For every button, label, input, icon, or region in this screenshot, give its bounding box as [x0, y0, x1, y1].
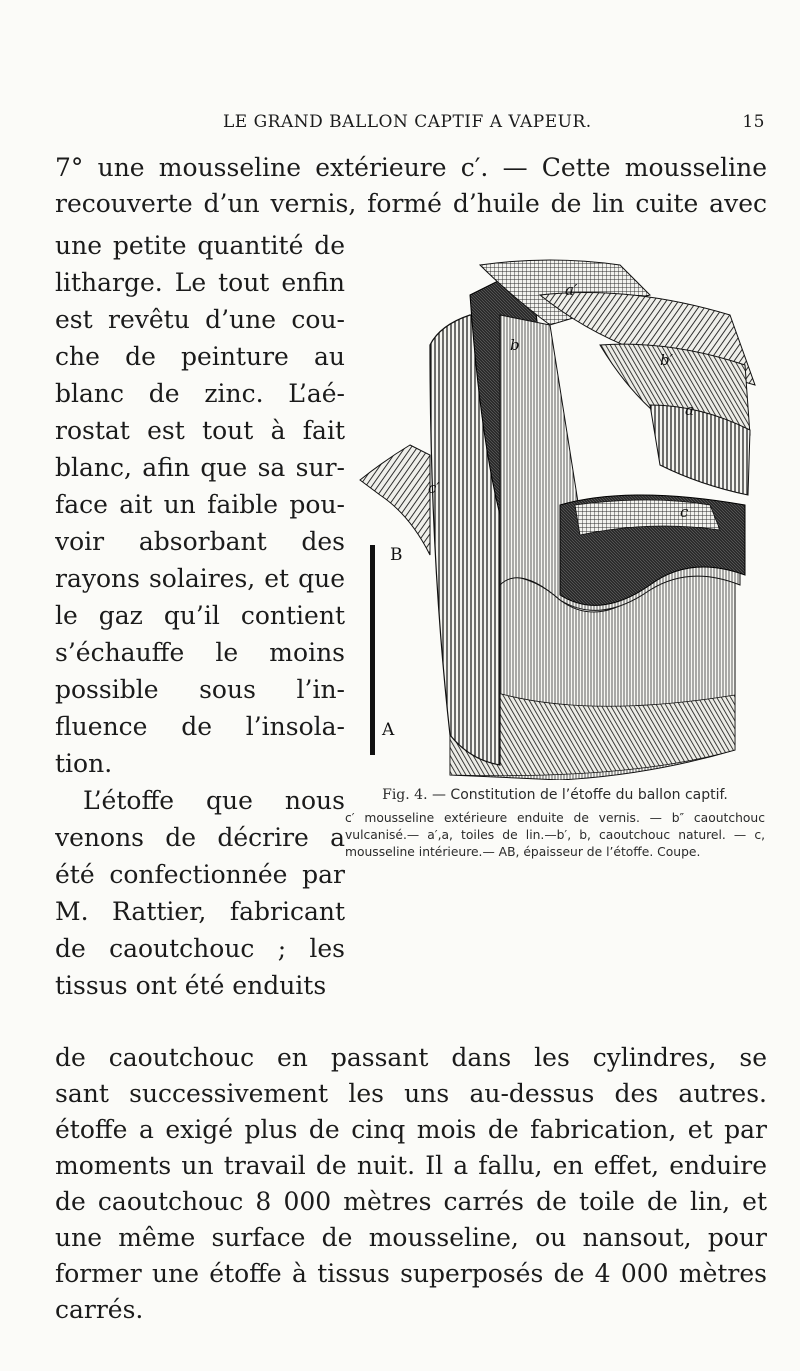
- label-b: b: [510, 336, 520, 354]
- text-line: une petite quantité de: [55, 231, 345, 260]
- label-c: c: [680, 503, 689, 521]
- text-line: blanc, afin que sa sur-: [55, 453, 345, 482]
- text-line: est revêtu d’une cou-: [55, 305, 345, 334]
- text-line: s’échauffe le moins: [55, 638, 345, 667]
- text-line: tion.: [55, 749, 113, 778]
- bottom-paragraph: [55, 1040, 767, 1328]
- text-line: de caoutchouc ; les: [55, 934, 345, 963]
- figure-title-text: — Constitution de l’étoffe du ballon captif.: [431, 787, 728, 803]
- text-line: 7° une mousseline extérieure c′. — Cette mousseline: [55, 153, 767, 182]
- text-line: M. Rattier, fabricant: [55, 897, 345, 926]
- text-line: le gaz qu’il contient: [55, 601, 345, 630]
- text-line: moments un travail de nuit. Il a fallu, en effet, enduire: [55, 1151, 767, 1180]
- text-line: de caoutchouc 8 000 mètres carrés de toile de lin, et: [55, 1187, 767, 1216]
- text-line: recouverte d’un vernis, formé d’huile de lin cuite avec: [55, 189, 767, 218]
- text-line: carrés.: [55, 1295, 144, 1324]
- label-c-prime: c′: [428, 479, 440, 497]
- wrapped-column: [55, 227, 345, 1004]
- text-line: une même surface de mousseline, ou nansout, pour: [55, 1223, 767, 1252]
- text-line: face ait un faible pou-: [55, 490, 345, 519]
- text-line: sant successivement les uns au-dessus des autres.: [55, 1079, 767, 1108]
- text-line: litharge. Le tout enfin: [55, 268, 345, 297]
- label-A: A: [382, 720, 395, 740]
- running-title: LE GRAND BALLON CAPTIF A VAPEUR.: [223, 112, 592, 132]
- figure-legend: c′ mousseline extérieure enduite de vernis. — b″ caoutchouc vulcanisé.— a′,a, toiles de lin.—b′, b, caoutchouc naturel. — c, mousseline intérieure.— AB, épaisseur de l’étoffe. Coupe.: [345, 811, 765, 859]
- text-line: che de peinture au: [55, 342, 345, 371]
- text-line: rayons solaires, et que: [55, 564, 345, 593]
- text-line: venons de décrire a: [55, 823, 345, 852]
- figure-title: [345, 786, 765, 804]
- thickness-bar-ab: [370, 545, 375, 755]
- text-line: blanc de zinc. L’aé-: [55, 379, 345, 408]
- fabric-cross-section-figure: [350, 255, 765, 780]
- text-line: été confectionnée par: [55, 860, 345, 889]
- text-line: tissus ont été enduits: [55, 971, 327, 1000]
- text-line: fluence de l’insola-: [55, 712, 345, 741]
- text-line: former une étoffe à tissus superposés de 4 000 mètres: [55, 1259, 767, 1288]
- label-a-prime: a′: [565, 281, 578, 299]
- text-line: rostat est tout à fait: [55, 416, 345, 445]
- c-prime-peel: [360, 445, 430, 555]
- label-b-prime: b′: [660, 351, 674, 369]
- text-line: de caoutchouc en passant dans les cylindres, se: [55, 1043, 767, 1072]
- figure-number: Fig. 4.: [382, 787, 428, 803]
- text-line: L’étoffe que nous: [83, 786, 345, 815]
- page-number: 15: [742, 112, 765, 132]
- text-line: voir absorbant des: [55, 527, 345, 556]
- page-header: [185, 112, 765, 136]
- text-line: possible sous l’in-: [55, 675, 345, 704]
- figure-caption: [345, 786, 765, 861]
- fabric-layers-engraving: [350, 255, 765, 780]
- top-paragraph: [55, 150, 767, 222]
- label-B: B: [390, 545, 403, 565]
- label-a: a: [685, 401, 694, 419]
- text-line: étoffe a exigé plus de cinq mois de fabrication, et par: [55, 1115, 767, 1144]
